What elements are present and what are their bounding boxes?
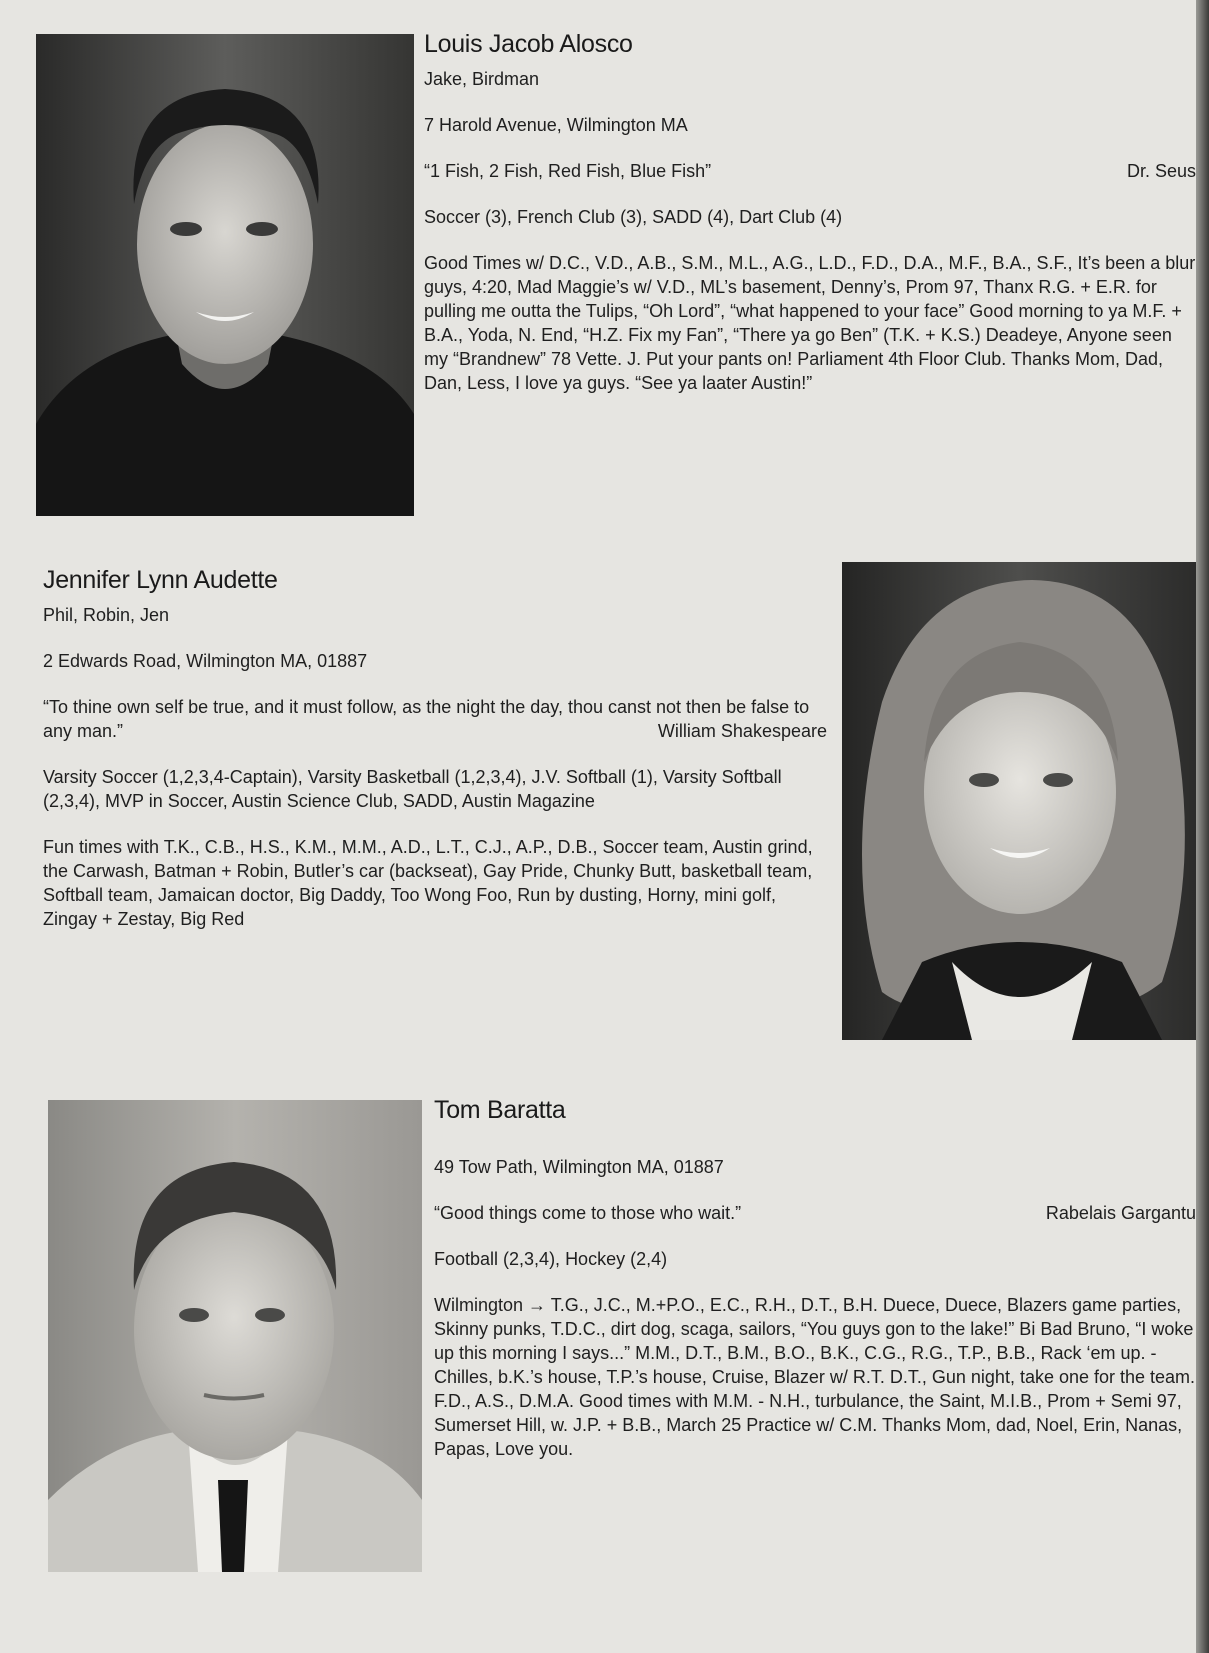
student-quote-row: [43, 695, 827, 743]
page-binding-edge: [1196, 0, 1209, 1653]
student-message: Wilmington → T.G., J.C., M.+P.O., E.C., R.H., D.T., B.H. Duece, Duece, Blazers game parties, Skinny punks, T.D.C., dirt dog, scaga, sailors, “You guys gon to the lake!” Bi Bad Bruno, “I woke up this morning I says...” M.M., D.T., B.M., B.O., B.K., C.G., R.G., T.P., B.B., Rack ‘em up. - Chilles, b.K.’s house, T.P.’s house, Cruise, Blazer w/ R.T. D.T., Gun night, take one for the team. F.D., A.S., D.M.A. Good times with M.M. - N.H., turbulance, the Saint, M.I.B., Prom + Semi 97, Sumerset Hill, w. J.P. + B.B., March 25 Practice w/ C.M. Thanks Mom, dad, Noel, Erin, Nanas, Papas, Love you.: [434, 1295, 1196, 1459]
student-message: Fun times with T.K., C.B., H.S., K.M., M.M., A.D., L.T., C.J., A.P., D.B., Soccer team, Austin grind, the Carwash, Batman + Robin, Butler’s car (backseat), Gay Pride, Chunky Butt, basketball team, Softball team, Jamaican doctor, Big Daddy, Too Wong Foo, Run by dusting, Horny, mini golf, Zingay + Zestay, Big Red: [43, 837, 813, 929]
student-activities: Soccer (3), French Club (3), SADD (4), Dart Club (4): [424, 207, 843, 227]
portrait-photo-baratta: [48, 1100, 422, 1572]
quote-author: Rabelais Gargantu: [1045, 1203, 1196, 1223]
student-quote: “To thine own self be true, and it must follow, as the night the day, thou canst not then be false to any man.”: [43, 697, 810, 741]
student-activities: Varsity Soccer (1,2,3,4-Captain), Varsity Basketball (1,2,3,4), J.V. Softball (1), Varsity Softball (2,3,4), MVP in Soccer, Austin Science Club, SADD, Austin Magazine: [43, 767, 782, 811]
student-entry-baratta: [434, 1096, 1196, 1461]
student-nickname: Phil, Robin, Jen: [43, 605, 170, 625]
portrait-photo-alosco: [36, 34, 414, 516]
quote-author: Dr. Seus: [1126, 161, 1196, 181]
student-name: Jennifer Lynn Audette: [43, 566, 278, 594]
portrait-photo-audette: [842, 562, 1196, 1040]
student-entry-alosco: [424, 30, 1196, 395]
student-quote: “Good things come to those who wait.”: [434, 1203, 742, 1223]
student-entry-audette: [43, 566, 827, 931]
student-message: Good Times w/ D.C., V.D., A.B., S.M., M.L., A.G., L.D., F.D., D.A., M.F., B.A., S.F., It’s been a blur guys, 4:20, Mad Maggie’s w/ V.D., ML’s basement, Denny’s, Prom 97, Thanx R.G. + E.R. for pulling me outta the Tulips, “Oh Lord”, “what happened to your face” Good morning to ya M.F. + B.A., Yoda, N. End, “H.Z. Fix my Fan”, “There ya go Ben” (T.K. + K.S.) Deadeye, Anyone seen my “Brandnew” 78 Vette. J. Put your pants on! Parliament 4th Floor Club. Thanks Mom, Dad, Dan, Less, I love ya guys. “See ya laater Austin!”: [424, 253, 1196, 393]
student-address: 49 Tow Path, Wilmington MA, 01887: [434, 1157, 724, 1177]
student-nickname: Jake, Birdman: [424, 69, 540, 89]
student-name: Tom Baratta: [434, 1096, 566, 1124]
student-address: 2 Edwards Road, Wilmington MA, 01887: [43, 651, 368, 671]
student-quote-row: [424, 159, 1196, 183]
student-name: Louis Jacob Alosco: [424, 30, 633, 58]
student-quote-row: [434, 1201, 1196, 1225]
student-activities: Football (2,3,4), Hockey (2,4): [434, 1249, 668, 1269]
student-address: 7 Harold Avenue, Wilmington MA: [424, 115, 688, 135]
quote-author: William Shakespeare: [657, 721, 827, 741]
student-quote: “1 Fish, 2 Fish, Red Fish, Blue Fish”: [424, 161, 712, 181]
